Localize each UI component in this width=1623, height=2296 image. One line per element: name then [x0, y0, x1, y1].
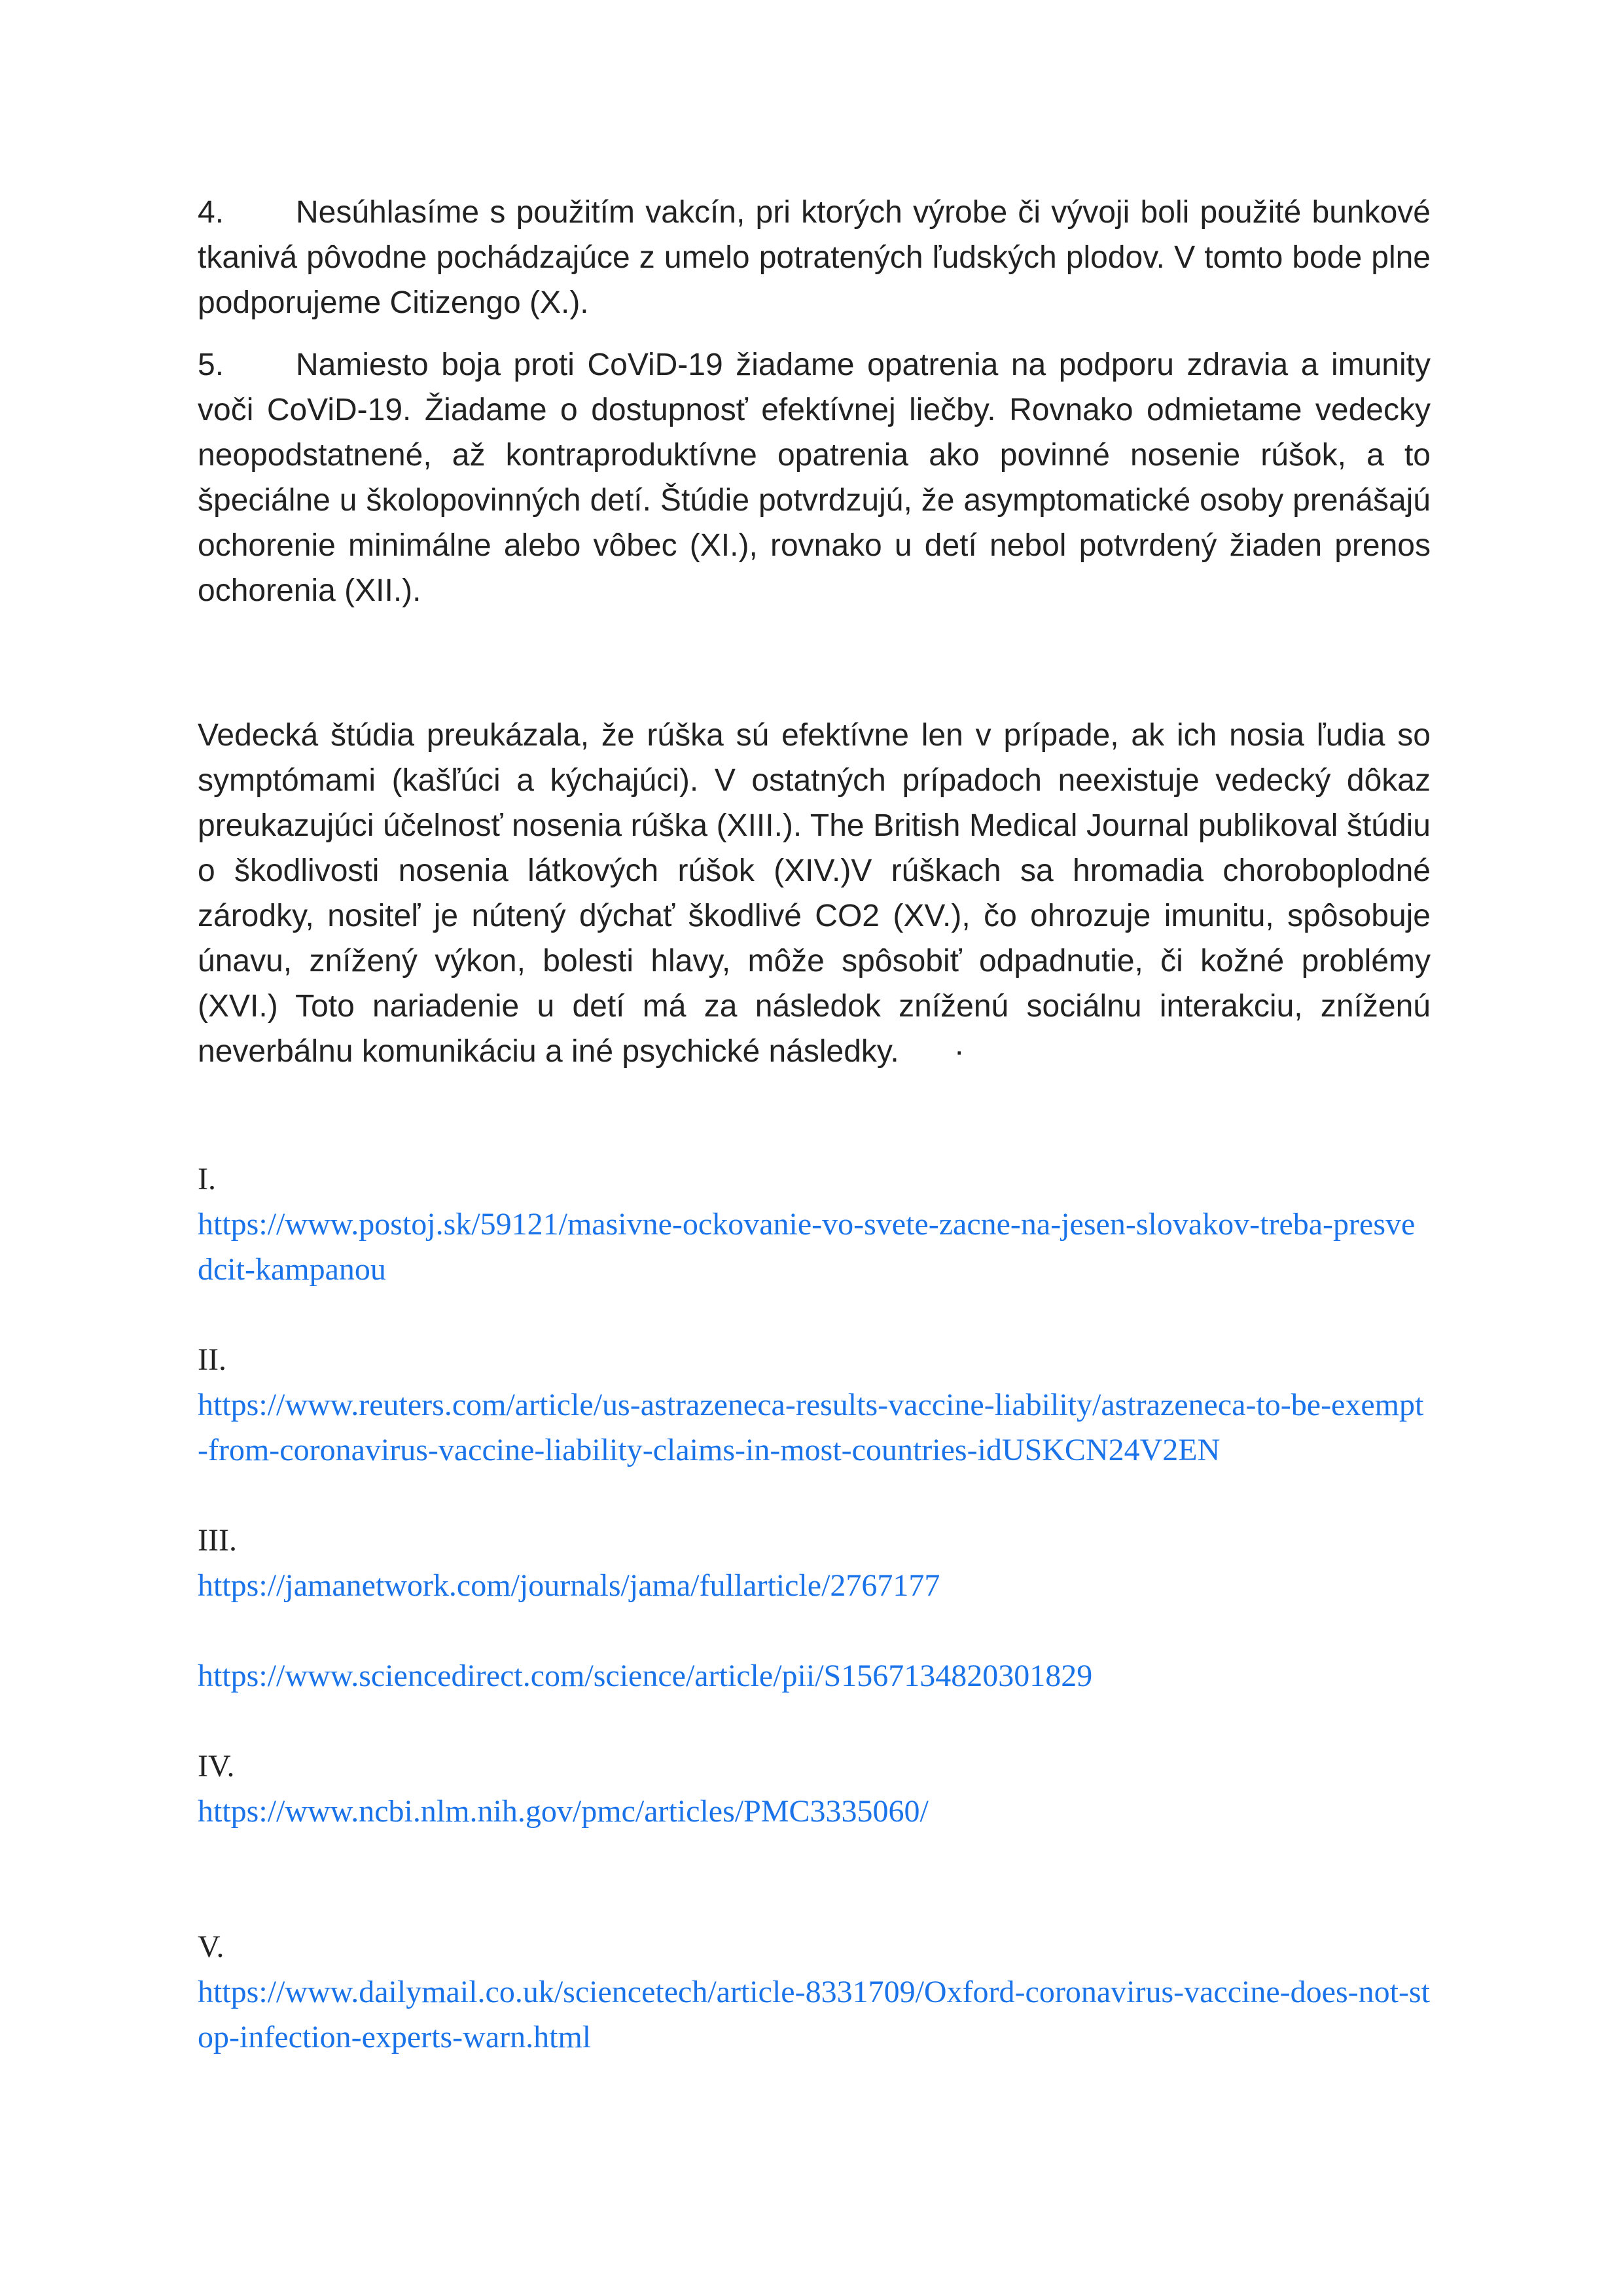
references [198, 1157, 1431, 2060]
reference-II [198, 1337, 1431, 1473]
reference-link[interactable]: https://www.postoj.sk/59121/masivne-ockovanie-vo-svete-zacne-na-jesen-slovakov-treba-presvedcit-kampanou [198, 1207, 1416, 1287]
stray-mark: · [954, 1034, 965, 1069]
reference-link[interactable]: https://www.reuters.com/article/us-astrazeneca-results-vaccine-liability/astrazeneca-to-be-exempt-from-coronavirus-vaccine-liability-claims-in-most-countries-idUSKCN24V2EN [198, 1388, 1424, 1467]
paragraph-text: Vedecká štúdia preukázala, že rúška sú efektívne len v prípade, ak ich nosia ľudia so symptómami (kašľúci a kýchajúci). V ostatných prípadoch neexistuje vedecký dôkaz preukazujúci účelnosť nosenia rúška (XIII.). The British Medical Journal publikoval štúdiu o škodlivosti nosenia látkových rúšok (XIV.)V rúškach sa hromadia choroboplodné zárodky, nositeľ je nútený dýchať škodlivé CO2 (XV.), čo ohrozuje imunitu, spôsobuje únavu, znížený výkon, bolesti hlavy, môže spôsobiť odpadnutie, či kožné problémy (XVI.) Toto nariadenie u detí má za následok zníženú sociálnu interakciu, zníženú neverbálnu komunikáciu a iné psychické následky. [198, 718, 1431, 1069]
paragraph-4 [198, 190, 1431, 325]
paragraph-number: 5. [198, 348, 224, 382]
reference-I [198, 1157, 1431, 1292]
reference-link[interactable]: https://jamanetwork.com/journals/jama/fullarticle/2767177 [198, 1568, 940, 1603]
reference-IV [198, 1744, 1431, 1834]
reference-label: III. [198, 1523, 237, 1558]
reference-label: V. [198, 1929, 224, 1964]
reference-link[interactable]: https://www.ncbi.nlm.nih.gov/pmc/articles/PMC3335060/ [198, 1794, 929, 1829]
reference-III [198, 1518, 1431, 1698]
paragraph-number: 4. [198, 195, 224, 230]
reference-label: I. [198, 1162, 216, 1196]
paragraph-text: Namiesto boja proti CoViD-19 žiadame opatrenia na podporu zdravia a imunity voči CoViD-19. Žiadame o dostupnosť efektívnej liečby. Rovnako odmietame vedecky neopodstatnené, až kontraproduktívne opatrenia ako povinné nosenie rúšok, a to špeciálne u školopovinných detí. Štúdie potvrdzujú, že asymptomatické osoby prenášajú ochorenie minimálne alebo vôbec (XI.), rovnako u detí nebol potvrdený žiaden prenos ochorenia (XII.). [198, 348, 1431, 608]
reference-link[interactable]: https://www.dailymail.co.uk/sciencetech/article-8331709/Oxford-coronavirus-vaccine-does-not-stop-infection-experts-warn.html [198, 1975, 1430, 2054]
paragraph-5 [198, 342, 1431, 613]
paragraph-text: Nesúhlasíme s použitím vakcín, pri ktorých výrobe či vývoji boli použité bunkové tkanivá pôvodne pochádzajúce z umelo potratených ľudských plodov. V tomto bode plne podporujeme Citizengo (X.). [198, 195, 1431, 320]
reference-link[interactable]: https://www.sciencedirect.com/science/article/pii/S1567134820301829 [198, 1659, 1093, 1693]
paragraph-masks-study [198, 713, 1431, 1074]
reference-label: II. [198, 1342, 226, 1377]
document-page [198, 190, 1431, 2060]
reference-V [198, 1924, 1431, 2060]
reference-label: IV. [198, 1749, 235, 1784]
